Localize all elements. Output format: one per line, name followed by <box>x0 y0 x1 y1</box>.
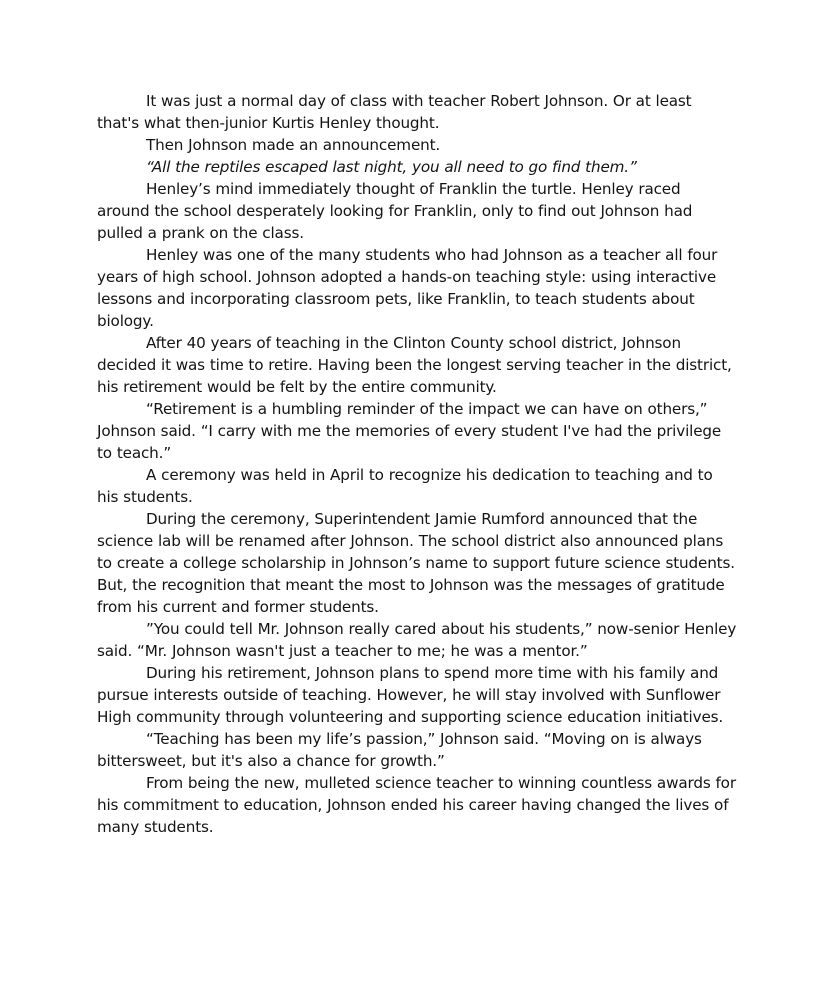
paragraph-henley-quote: ”You could tell Mr. Johnson really cared about his students,” now-senior Henley said. “Mr. Johnson wasn't just a teacher to me; he was a mentor.” <box>97 620 737 660</box>
paragraph-teaching-style: Henley was one of the many students who had Johnson as a teacher all four years of high school. Johnson adopted a hands-on teaching style: using interactive lessons and incorporating classroom pets, like Franklin, to teach students about biology. <box>97 246 718 330</box>
paragraph-intro: It was just a normal day of class with teacher Robert Johnson. Or at least that's what then-junior Kurtis Henley thought. <box>97 92 692 132</box>
paragraph-johnson-quote: “Retirement is a humbling reminder of the impact we can have on others,” Johnson said. “I carry with me the memories of every student I've had the privilege to teach.” <box>97 400 722 462</box>
paragraph-future-plans: During his retirement, Johnson plans to spend more time with his family and pursue interests outside of teaching. However, he will stay involved with Sunflower High community through volunteering and supporting science education initiatives. <box>97 664 724 726</box>
paragraph-announcement: Then Johnson made an announcement. <box>146 136 441 154</box>
paragraph-recognition: During the ceremony, Superintendent Jamie Rumford announced that the science lab will be renamed after Johnson. The school district also announced plans to create a college scholarship in Johnson’s name to support future science students. But, the recognition that meant the most to Johnson was the messages of gratitude from his current and former students. <box>97 510 735 616</box>
paragraph-retirement: After 40 years of teaching in the Clinton County school district, Johnson decided it was time to retire. Having been the longest serving teacher in the district, his retirement would be felt by the entire community. <box>97 334 732 396</box>
paragraph-passion-quote: “Teaching has been my life’s passion,” Johnson said. “Moving on is always bittersweet, but it's also a chance for growth.” <box>97 730 702 770</box>
paragraph-reptiles-quote: “All the reptiles escaped last night, you all need to go find them.” <box>146 158 637 176</box>
paragraph-conclusion: From being the new, mulleted science teacher to winning countless awards for his commitment to education, Johnson ended his career having changed the lives of many students. <box>97 774 736 836</box>
paragraph-ceremony: A ceremony was held in April to recognize his dedication to teaching and to his students. <box>97 466 713 506</box>
paragraph-franklin-prank: Henley’s mind immediately thought of Franklin the turtle. Henley raced around the school desperately looking for Franklin, only to find out Johnson had pulled a prank on the class. <box>97 180 693 242</box>
article-body <box>97 90 737 838</box>
